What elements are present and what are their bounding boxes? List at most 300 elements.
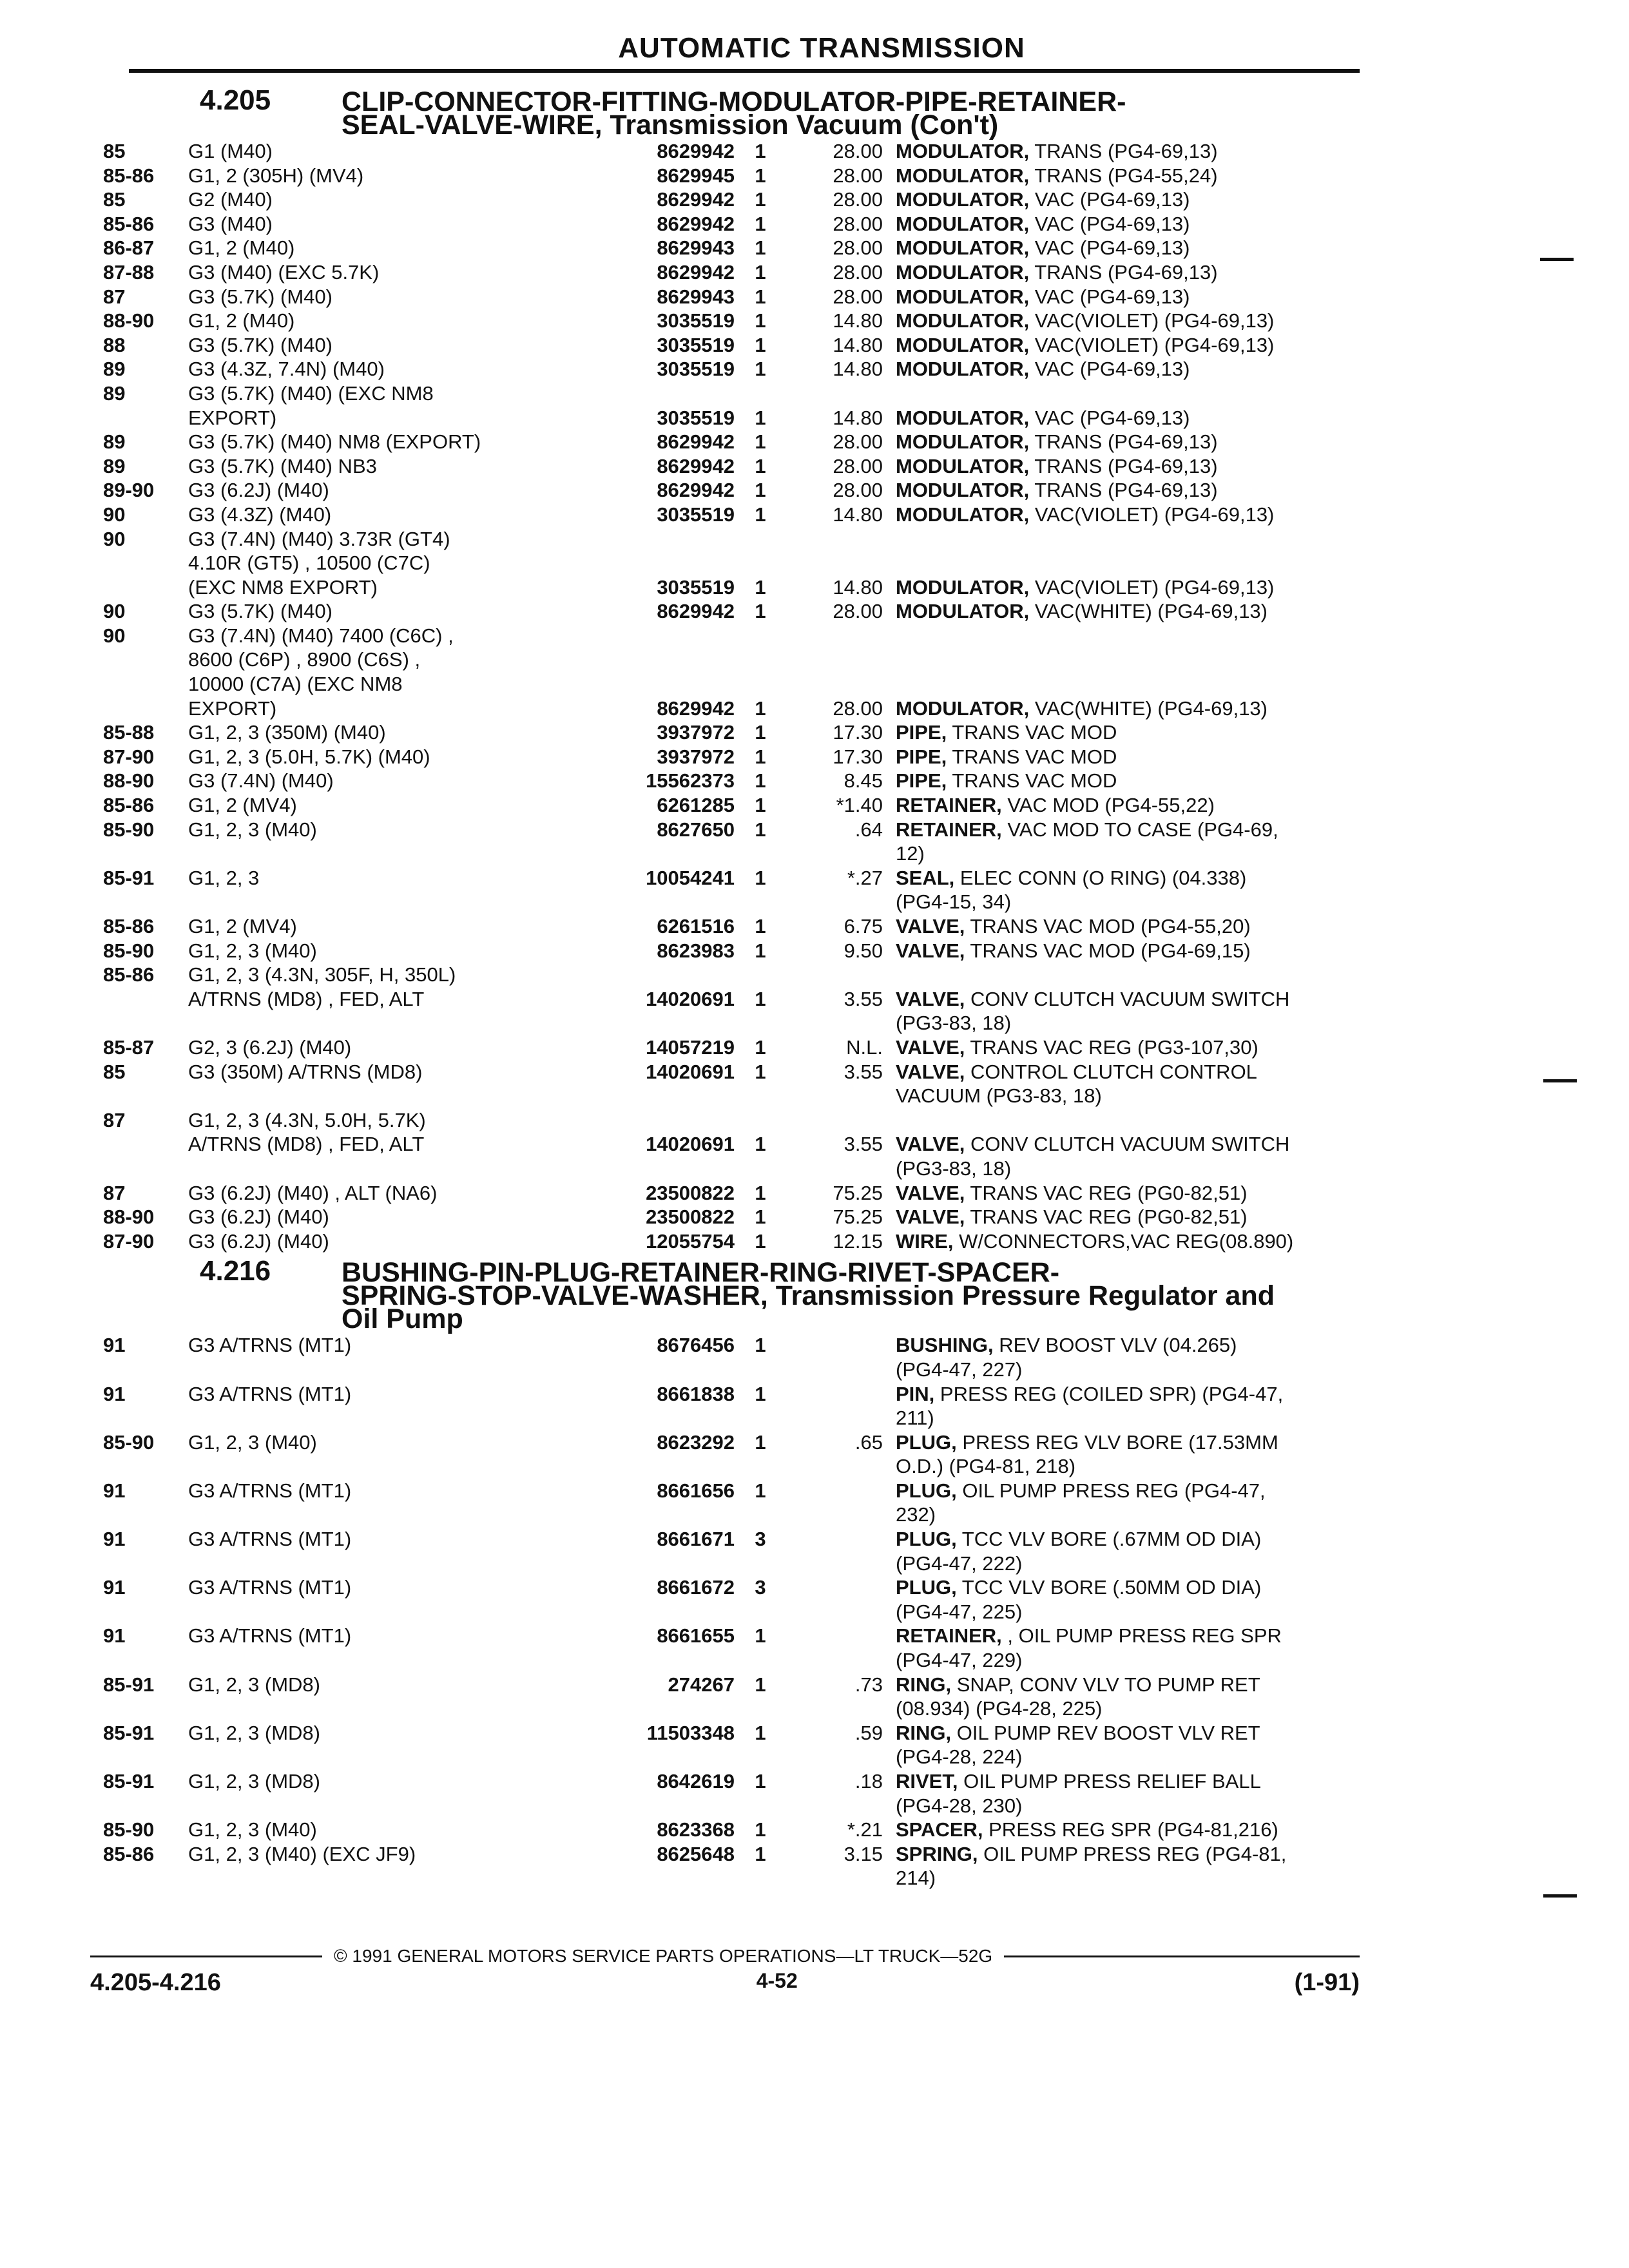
quantity: 1 (755, 1382, 766, 1405)
description (896, 187, 1360, 212)
application (180, 1673, 606, 1697)
application-line: G1 (M40) (188, 140, 273, 162)
description-line: RING, SNAP, CONV VLV TO PUMP RET (896, 1673, 1260, 1696)
part-number: 8676456 (657, 1334, 735, 1357)
part-row (103, 333, 1360, 358)
price: 6.75 (843, 915, 883, 938)
application (180, 1035, 606, 1060)
price: 28.00 (833, 140, 883, 162)
application-line: G3 (5.7K) (M40) (188, 285, 333, 308)
footer-date-code: (1-91) (1294, 1969, 1360, 1996)
page-footer (90, 1946, 1360, 1997)
footer-section-range: 4.205-4.216 (90, 1969, 221, 1996)
description (896, 793, 1360, 818)
price: 28.00 (833, 600, 883, 623)
part-number: 8629942 (657, 140, 735, 162)
model-years: 91 (103, 1382, 126, 1405)
part-number: 3035519 (657, 406, 735, 429)
application-line: G3 (350M) A/TRNS (MD8) (188, 1060, 423, 1083)
description (896, 1108, 1360, 1181)
price: 28.00 (833, 236, 883, 260)
price: 17.30 (833, 745, 883, 768)
model-years: 85-86 (103, 212, 155, 235)
description (896, 503, 1360, 527)
application-line: G1, 2, 3 (M40) (188, 939, 317, 962)
model-years: 88 (103, 333, 126, 356)
part-row (103, 212, 1360, 236)
margin-mark (1543, 1894, 1577, 1898)
description (896, 1181, 1360, 1206)
price: *.21 (847, 1818, 883, 1841)
model-years: 85-86 (103, 915, 155, 938)
footer-page-number: 4-52 (756, 1969, 798, 1992)
price: .18 (854, 1770, 883, 1793)
part-row (103, 381, 1360, 430)
model-years: 85-91 (103, 1673, 155, 1696)
part-row (103, 1205, 1360, 1229)
description-line: MODULATOR, VAC(VIOLET) (PG4-69,13) (896, 333, 1275, 356)
parts-catalog-body (103, 82, 1360, 1890)
part-row (103, 624, 1360, 720)
model-years: 90 (103, 624, 126, 647)
part-number: 10054241 (646, 866, 735, 889)
price: 17.30 (833, 721, 883, 744)
model-years: 87 (103, 1108, 126, 1131)
part-row (103, 357, 1360, 381)
application (180, 793, 606, 818)
model-years: 85-90 (103, 1818, 155, 1841)
model-years: 85-86 (103, 794, 155, 817)
description-line: (PG4-47, 229) (896, 1649, 1023, 1672)
application-line: G1, 2 (305H) (MV4) (188, 164, 364, 187)
description-line: VALVE, TRANS VAC REG (PG0-82,51) (896, 1181, 1248, 1204)
part-row (103, 1479, 1360, 1527)
quantity: 3 (755, 1528, 766, 1551)
description (896, 333, 1360, 358)
description-line: RING, OIL PUMP REV BOOST VLV RET (896, 1721, 1260, 1744)
description-line: MODULATOR, VAC (PG4-69,13) (896, 358, 1190, 381)
quantity: 1 (755, 406, 766, 429)
application-line: G1, 2, 3 (350M) (M40) (188, 721, 386, 744)
model-years: 85 (103, 1060, 126, 1083)
application-line: G3 (7.4N) (M40) 7400 (C6C) , (188, 624, 454, 647)
description (896, 914, 1360, 939)
application (180, 333, 606, 358)
description (896, 1479, 1360, 1527)
description-line: PIPE, TRANS VAC MOD (896, 721, 1117, 744)
model-years: 87-90 (103, 745, 155, 768)
application (180, 1479, 606, 1503)
description (896, 1060, 1360, 1108)
price: 3.55 (843, 987, 883, 1010)
model-years: 88-90 (103, 309, 155, 332)
description (896, 1624, 1360, 1672)
description-line: PIPE, TRANS VAC MOD (896, 769, 1117, 793)
part-number: 23500822 (646, 1181, 735, 1204)
application (180, 285, 606, 309)
model-years: 87-88 (103, 260, 155, 284)
part-row (103, 1382, 1360, 1430)
description (896, 624, 1360, 720)
description (896, 454, 1360, 479)
quantity: 1 (755, 1818, 766, 1841)
part-number: 8623368 (657, 1818, 735, 1841)
application-line: G3 A/TRNS (MT1) (188, 1334, 352, 1357)
application (180, 260, 606, 285)
description-line: MODULATOR, TRANS (PG4-69,13) (896, 140, 1218, 162)
part-row (103, 1624, 1360, 1672)
part-row (103, 236, 1360, 260)
price: 75.25 (833, 1181, 883, 1204)
description-line (896, 1108, 1360, 1133)
description-line: (08.934) (PG4-28, 225) (896, 1697, 1103, 1720)
application (180, 357, 606, 381)
model-years: 87 (103, 1181, 126, 1204)
application (180, 939, 606, 963)
description (896, 1575, 1360, 1624)
part-row (103, 164, 1360, 188)
model-years: 85-91 (103, 1770, 155, 1793)
price: 75.25 (833, 1206, 883, 1229)
application-line: G3 (M40) (EXC 5.7K) (188, 260, 380, 284)
description (896, 478, 1360, 503)
description-line: (PG4-47, 222) (896, 1552, 1023, 1575)
price: 28.00 (833, 260, 883, 284)
part-number: 8627650 (657, 818, 735, 841)
description-line: 12) (896, 842, 925, 865)
application (180, 212, 606, 236)
description-line: VALVE, TRANS VAC MOD (PG4-69,15) (896, 939, 1251, 962)
description (896, 745, 1360, 769)
part-number: 14057219 (646, 1035, 735, 1059)
description-line: VALVE, TRANS VAC REG (PG3-107,30) (896, 1035, 1258, 1059)
description-line: (PG4-15, 34) (896, 890, 1012, 914)
description (896, 1333, 1360, 1381)
part-row (103, 1818, 1360, 1842)
application-line: G3 (M40) (188, 212, 273, 235)
quantity: 1 (755, 164, 766, 187)
application-line: G1, 2, 3 (188, 866, 260, 889)
model-years: 88-90 (103, 1206, 155, 1229)
description-line: PIN, PRESS REG (COILED SPR) (PG4-47, (896, 1382, 1284, 1405)
price: 28.00 (833, 430, 883, 454)
application (180, 187, 606, 212)
price: 14.80 (833, 309, 883, 332)
quantity: 1 (755, 818, 766, 841)
description-line: 211) (896, 1407, 934, 1430)
part-row (103, 1769, 1360, 1818)
model-years: 89 (103, 381, 126, 405)
part-number: 8661838 (657, 1382, 735, 1405)
application-line: G3 A/TRNS (MT1) (188, 1382, 352, 1405)
quantity: 3 (755, 1576, 766, 1599)
part-row (103, 1842, 1360, 1890)
description-line: MODULATOR, TRANS (PG4-69,13) (896, 430, 1218, 454)
part-number: 3035519 (657, 503, 735, 526)
description (896, 818, 1360, 866)
application (180, 1229, 606, 1254)
part-number: 6261285 (657, 794, 735, 817)
application (180, 1842, 606, 1867)
description-line: MODULATOR, VAC(VIOLET) (PG4-69,13) (896, 309, 1275, 332)
description-line: MODULATOR, TRANS (PG4-55,24) (896, 164, 1218, 187)
description-line (896, 648, 1360, 672)
part-number: 8629942 (657, 212, 735, 235)
section-title-line: SEAL-VALVE-WIRE, Transmission Vacuum (Con't) (342, 110, 999, 140)
part-row (103, 720, 1360, 745)
application (180, 1430, 606, 1455)
quantity: 1 (755, 1334, 766, 1357)
description-line: PLUG, TCC VLV BORE (.50MM OD DIA) (896, 1576, 1262, 1599)
price: 3.55 (843, 1133, 883, 1156)
price: 12.15 (833, 1229, 883, 1253)
description-line: RETAINER, VAC MOD (PG4-55,22) (896, 794, 1215, 817)
application-line: G1, 2, 3 (MD8) (188, 1770, 320, 1793)
application-line: G3 A/TRNS (MT1) (188, 1576, 352, 1599)
application (180, 624, 606, 720)
description-line: VALVE, CONV CLUTCH VACUUM SWITCH (896, 987, 1290, 1010)
application (180, 818, 606, 842)
application-line: G1, 2 (MV4) (188, 915, 297, 938)
model-years: 85 (103, 140, 126, 162)
application (180, 1181, 606, 1206)
quantity: 1 (755, 1721, 766, 1744)
part-row (103, 1673, 1360, 1721)
quantity: 1 (755, 915, 766, 938)
part-number: 274267 (668, 1673, 735, 1696)
application (180, 309, 606, 333)
description-line: MODULATOR, TRANS (PG4-69,13) (896, 260, 1218, 284)
part-row (103, 793, 1360, 818)
price: 28.00 (833, 479, 883, 502)
application (180, 139, 606, 164)
description-line: O.D.) (PG4-81, 218) (896, 1455, 1076, 1478)
quantity: 1 (755, 1430, 766, 1454)
footer-rule-left (90, 1956, 322, 1957)
application-line: G1, 2, 3 (4.3N, 5.0H, 5.7K) (188, 1108, 426, 1131)
application-line: G1, 2, 3 (5.0H, 5.7K) (M40) (188, 745, 430, 768)
quantity: 1 (755, 1673, 766, 1696)
part-number: 8642619 (657, 1770, 735, 1793)
application (180, 866, 606, 890)
description-line (896, 551, 1360, 575)
price: *1.40 (836, 794, 883, 817)
description-line: WIRE, W/CONNECTORS,VAC REG(08.890) (896, 1229, 1294, 1253)
application-line: G1, 2, 3 (MD8) (188, 1673, 320, 1696)
price: 28.00 (833, 697, 883, 720)
quantity: 1 (755, 939, 766, 962)
description (896, 236, 1360, 260)
model-years: 91 (103, 1334, 126, 1357)
header-title: AUTOMATIC TRANSMISSION (618, 32, 1025, 64)
price: 3.15 (843, 1842, 883, 1865)
part-number: 14020691 (646, 1060, 735, 1083)
price: 14.80 (833, 406, 883, 429)
description (896, 769, 1360, 793)
application (180, 1721, 606, 1745)
description-line: MODULATOR, TRANS (PG4-69,13) (896, 479, 1218, 502)
description-line: BUSHING, REV BOOST VLV (04.265) (896, 1334, 1237, 1357)
price: 14.80 (833, 575, 883, 599)
quantity: 1 (755, 1770, 766, 1793)
part-row (103, 503, 1360, 527)
application-line: G3 (4.3Z, 7.4N) (M40) (188, 358, 385, 381)
description-line: MODULATOR, VAC (PG4-69,13) (896, 212, 1190, 235)
part-number: 8629942 (657, 260, 735, 284)
model-years: 85-90 (103, 939, 155, 962)
description-line: PLUG, OIL PUMP PRESS REG (PG4-47, (896, 1479, 1266, 1502)
description-line: MODULATOR, VAC(VIOLET) (PG4-69,13) (896, 575, 1275, 599)
quantity: 1 (755, 1842, 766, 1865)
part-number: 8629943 (657, 285, 735, 308)
description-line: MODULATOR, VAC (PG4-69,13) (896, 285, 1190, 308)
application-line: G1, 2 (M40) (188, 236, 295, 260)
description (896, 1721, 1360, 1769)
description (896, 381, 1360, 430)
section-title (342, 1257, 1360, 1335)
quantity: 1 (755, 430, 766, 454)
application (180, 1624, 606, 1648)
part-row (103, 1575, 1360, 1624)
description (896, 357, 1360, 381)
description-line (896, 624, 1360, 648)
part-number: 6261516 (657, 915, 735, 938)
description-line: (PG4-47, 225) (896, 1600, 1023, 1623)
part-number: 8629942 (657, 697, 735, 720)
application (180, 1060, 606, 1084)
part-number: 11503348 (646, 1721, 735, 1744)
part-row (103, 139, 1360, 164)
application (180, 1575, 606, 1600)
description (896, 527, 1360, 600)
application-line: (EXC NM8 EXPORT) (188, 575, 378, 599)
description-line: PLUG, TCC VLV BORE (.67MM OD DIA) (896, 1528, 1262, 1551)
application-line: G3 (6.2J) (M40) (188, 1229, 329, 1253)
description-line: MODULATOR, VAC (PG4-69,13) (896, 406, 1190, 429)
price: 14.80 (833, 333, 883, 356)
parts-list (103, 1333, 1360, 1890)
application-line: G3 (6.2J) (M40) , ALT (NA6) (188, 1181, 438, 1204)
description-line: RIVET, OIL PUMP PRESS RELIEF BALL (896, 1770, 1261, 1793)
part-row (103, 1108, 1360, 1181)
model-years: 86-87 (103, 236, 155, 260)
application-line: G3 (7.4N) (M40) (188, 769, 334, 793)
quantity: 1 (755, 1060, 766, 1083)
part-row (103, 1430, 1360, 1479)
description-line: SPRING, OIL PUMP PRESS REG (PG4-81, (896, 1842, 1287, 1865)
quantity: 1 (755, 600, 766, 623)
model-years: 85-91 (103, 866, 155, 889)
quantity: 1 (755, 866, 766, 889)
model-years: 85-87 (103, 1035, 155, 1059)
section-title-line: Oil Pump (342, 1303, 463, 1335)
model-years: 89 (103, 358, 126, 381)
quantity: 1 (755, 212, 766, 235)
application-line: 4.10R (GT5) , 10500 (C7C) (188, 552, 430, 575)
application-line: EXPORT) (188, 406, 277, 429)
application-line: G3 (5.7K) (M40) (188, 333, 333, 356)
description-line (896, 527, 1360, 552)
price: .64 (854, 818, 883, 841)
description-line: PLUG, PRESS REG VLV BORE (17.53MM (896, 1430, 1278, 1454)
part-row (103, 260, 1360, 285)
model-years: 85-88 (103, 721, 155, 744)
application (180, 527, 606, 600)
application-line: G3 A/TRNS (MT1) (188, 1624, 352, 1648)
model-years: 89-90 (103, 479, 155, 502)
part-row (103, 1229, 1360, 1254)
model-years: 91 (103, 1576, 126, 1599)
application (180, 1818, 606, 1842)
description (896, 1673, 1360, 1721)
description (896, 164, 1360, 188)
application-line: G3 (6.2J) (M40) (188, 1206, 329, 1229)
quantity: 1 (755, 987, 766, 1010)
description (896, 309, 1360, 333)
part-number: 8661656 (657, 1479, 735, 1502)
application (180, 963, 606, 1011)
model-years: 85-86 (103, 164, 155, 187)
part-row (103, 769, 1360, 793)
description (896, 1527, 1360, 1575)
description-line: VALVE, TRANS VAC REG (PG0-82,51) (896, 1206, 1248, 1229)
part-number: 8629943 (657, 236, 735, 260)
application-line: G3 (6.2J) (M40) (188, 479, 329, 502)
margin-mark (1540, 258, 1574, 261)
price: N.L. (846, 1035, 883, 1059)
page-header (129, 29, 1360, 73)
application (180, 236, 606, 260)
price: 14.80 (833, 503, 883, 526)
quantity: 1 (755, 794, 766, 817)
quantity: 1 (755, 1479, 766, 1502)
model-years: 85 (103, 188, 126, 211)
model-years: 85-91 (103, 1721, 155, 1744)
part-number: 3035519 (657, 358, 735, 381)
quantity: 1 (755, 745, 766, 768)
application-line: G1, 2, 3 (M40) (EXC JF9) (188, 1842, 416, 1865)
footer-copyright: © 1991 GENERAL MOTORS SERVICE PARTS OPERATIONS—LT TRUCK—52G (334, 1946, 993, 1966)
part-number: 3035519 (657, 309, 735, 332)
section-heading (103, 84, 1360, 140)
application-line: G3 A/TRNS (MT1) (188, 1479, 352, 1502)
part-row (103, 963, 1360, 1035)
part-row (103, 818, 1360, 866)
description-line: (PG4-47, 227) (896, 1358, 1023, 1381)
part-row (103, 1060, 1360, 1108)
part-number: 8629942 (657, 454, 735, 477)
part-number: 14020691 (646, 1133, 735, 1156)
application (180, 164, 606, 188)
model-years: 91 (103, 1479, 126, 1502)
part-number: 8629942 (657, 430, 735, 454)
price: 28.00 (833, 454, 883, 477)
application-line: A/TRNS (MD8) , FED, ALT (188, 1133, 425, 1156)
application (180, 381, 606, 430)
application-line: G1, 2, 3 (M40) (188, 1818, 317, 1841)
description (896, 599, 1360, 624)
description (896, 260, 1360, 285)
description (896, 939, 1360, 963)
section-title (342, 86, 1360, 140)
application-line: A/TRNS (MD8) , FED, ALT (188, 987, 425, 1010)
description-line: VALVE, CONV CLUTCH VACUUM SWITCH (896, 1133, 1290, 1156)
application-line: G1, 2, 3 (M40) (188, 818, 317, 841)
application-line: G2 (M40) (188, 188, 273, 211)
part-number: 15562373 (646, 769, 735, 793)
section-title-line: SPRING-STOP-VALVE-WASHER, Transmission Pressure Regulator and (342, 1280, 1275, 1312)
model-years: 87-90 (103, 1229, 155, 1253)
